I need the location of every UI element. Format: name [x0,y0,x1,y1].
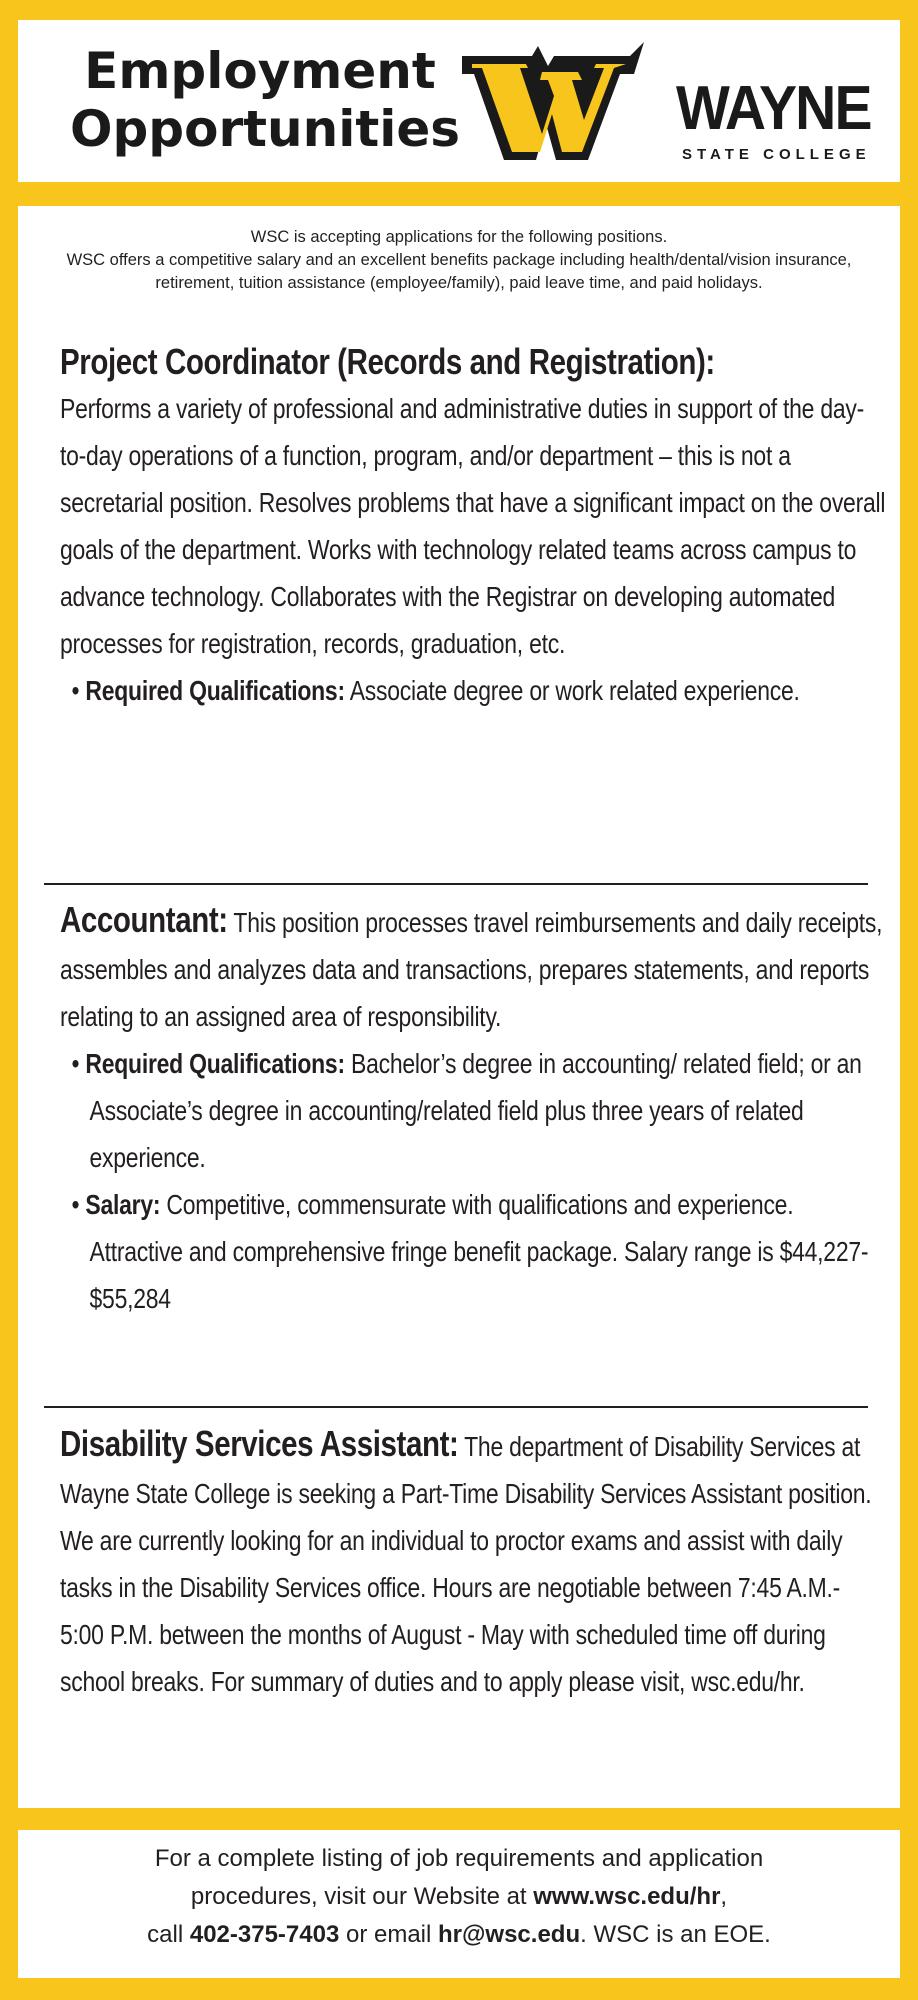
footer [18,1830,900,1978]
job-project-coordinator [60,338,890,714]
wayne-w-logo-icon [458,38,668,168]
job-accountant [60,896,890,1322]
job-description: This position processes travel reimbursements and daily receipts, assembles and analyzes data and transactions, prepares statements, and reports relating to an assigned area of responsibility. [60,907,883,1032]
job-title: Project Coordinator (Records and Registration): [60,341,715,382]
job-title: Accountant: [60,899,228,940]
footer-text: call [147,1921,190,1948]
footer-text: procedures, visit our Website at [190,1883,534,1910]
intro-text [30,226,888,295]
job-disability-services-assistant [60,1420,890,1705]
footer-text: or email [339,1921,439,1948]
section-divider [44,1406,868,1408]
email-link[interactable]: hr@wsc.edu [438,1921,581,1948]
job-description: Performs a variety of professional and administrative duties in support of the day-to-day operations of a function, program, and/or department – this is not a secretarial position. Resolves problems that have a significant impact on the overall goals of the department. Works with technology related teams across campus to advance technology. Collaborates with the Registrar on developing automated processes for registration, records, graduation, etc. [60,393,886,659]
footer-line-1: For a complete listing of job requirements and application [154,1845,764,1872]
header [18,20,900,182]
bullet-label: Required Qualifications: [85,675,345,706]
list-item: • Required Qualifications: Bachelor’s degree in accounting/ related field; or an Associate’s degree in accounting/related field plus three years of related experience. [71,1048,862,1173]
job-title: Disability Services Assistant: [60,1423,459,1464]
bullet-text: Competitive, commensurate with qualifications and experience. Attractive and comprehensive fringe benefit package. Salary range is $44,227- $55,284 [89,1189,869,1314]
page-title [70,42,461,158]
intro-line-2: WSC offers a competitive salary and an excellent benefits package including health/dental/vision insurance, retirement, tuition assistance (employee/family), paid leave time, and paid holidays. [66,251,852,292]
footer-text: , [720,1883,728,1910]
phone-number[interactable]: 402-375-7403 [189,1921,340,1948]
list-item: • Salary: Competitive, commensurate with qualifications and experience. Attractive and comprehensive fringe benefit package. Salary range is $44,227- $55,284 [71,1189,869,1314]
list-item: • Required Qualifications: Associate degree or work related experience. [71,675,800,706]
contact-info [28,1840,890,1954]
title-line-1: Employment [84,42,436,100]
website-link[interactable]: www.wsc.edu/hr [533,1883,721,1910]
footer-line-2 [28,1878,890,1916]
logo-wordmark: WAYNE [676,74,871,143]
job-description: The department of Disability Services at Wayne State College is seeking a Part-Time Disability Services Assistant position. We are currently looking for an individual to proctor exams and assist with daily tasks in the Disability Services office. Hours are negotiable between 7:45 A.M.- 5:00 P.M. between the months of August - May with scheduled time off during school breaks. For summary of duties and to apply please visit, wsc.edu/hr. [60,1431,872,1697]
logo-subtitle: STATE COLLEGE [682,146,871,163]
intro-line-1: WSC is accepting applications for the following positions. [250,228,668,246]
bullet-text: Bachelor’s degree in accounting/ related field; or an Associate’s degree in accounting/related field plus three years of related experience. [89,1048,862,1173]
bullet-label: Salary: [85,1189,161,1220]
footer-text: . WSC is an EOE. [580,1921,771,1948]
bullet-label: Required Qualifications: [85,1048,345,1079]
intro-box [18,206,900,318]
wayne-state-logo [458,38,888,168]
job-listings [18,318,900,1808]
footer-line-3 [28,1916,890,1954]
title-line-2: Opportunities [70,100,461,158]
bullet-text: Associate degree or work related experience. [349,675,800,706]
section-divider [44,883,868,885]
